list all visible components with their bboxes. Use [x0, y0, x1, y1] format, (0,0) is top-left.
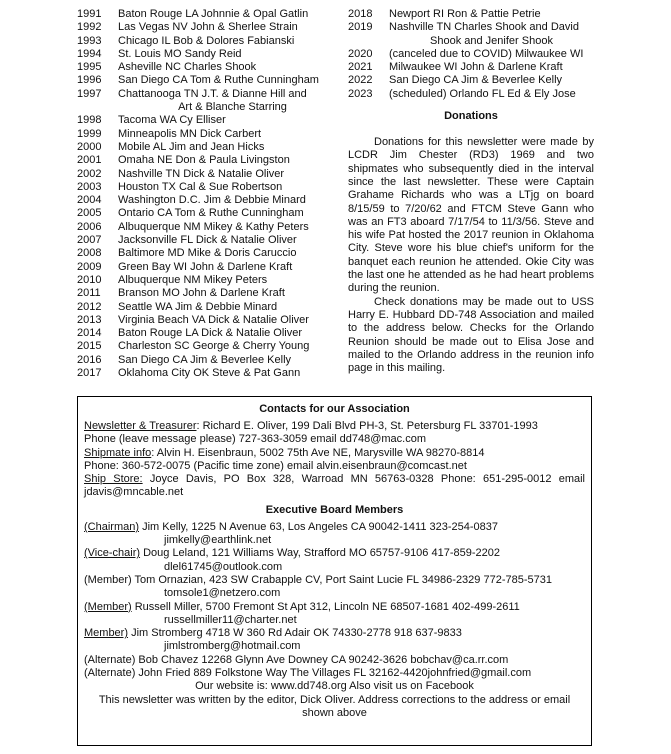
newsletter-treasurer-address: : Richard E. Oliver, 199 Dali Blvd PH-3, St. Petersburg FL 33701-1993 — [196, 420, 538, 432]
reunion-entry — [77, 48, 347, 61]
shipmate-info-address: : Alvin H. Eisenbraun, 5002 75th Ave NE, Marysville WA 98270-8814 — [151, 446, 485, 459]
board-member-email: jimlstromberg@hotmail.com — [164, 640, 301, 653]
board-member — [84, 521, 585, 534]
reunion-year: 2014 — [77, 327, 102, 340]
board-member-role: (Member) — [84, 573, 132, 586]
board-member-details: Doug Leland, 121 Williams Way, Strafford MO 65757-9106 417-859-2202 — [140, 547, 500, 560]
board-member-details: Russell Miller, 5700 Fremont St Apt 312, Lincoln NE 68507-1681 402-499-2611 — [131, 600, 520, 613]
board-member-details: Jim Kelly, 1225 N Avenue 63, Los Angeles CA 90042-1411 323-254-0837 — [139, 520, 498, 533]
reunion-entry — [77, 61, 347, 74]
donations-paragraph: Donations for this newsletter were made by LCDR Jim Chester (RD3) 1969 and two shipmates who subsequently died in the interval since the last newsletter. These were Captain Grahame Richards who was a LTjg on board 8/15/59 to 7/20/62 and FTCM Steve Gann who was an FT3 aboard 7/17/54 to 11/3/56. Steve and his wife Pat hosted the 2017 reunion in Oklahoma City. Steve wore his blue chief's uniform for the banquet each reunion he attended. Okie City was the last one he attended as he had heart problems during the reunion. — [348, 136, 594, 295]
reunion-location-hosts: Branson MO John & Darlene Kraft — [118, 287, 285, 300]
board-member — [84, 574, 585, 587]
shipmate-info-label: Shipmate info — [84, 446, 152, 459]
reunion-location-hosts: Charleston SC George & Cherry Young — [118, 340, 310, 353]
reunion-location-hosts: San Diego CA Jim & Beverlee Kelly — [389, 74, 563, 87]
check-donations-paragraph: Check donations may be made out to USS Harry E. Hubbard DD-748 Association and mailed to the address below. Checks for the Orlando Reunion should be made out to Elisa Jose and mailed to the Orlando address in the reunion info page in this mailing. — [348, 295, 594, 375]
reunion-location-hosts: Albuquerque NM Mikey Peters — [118, 273, 268, 286]
reunion-year: 2013 — [77, 313, 102, 326]
reunion-location-hosts: San Diego CA Tom & Ruthe Cunningham — [118, 74, 319, 87]
reunion-entry — [77, 354, 347, 367]
right-column — [348, 8, 594, 375]
reunion-location-hosts: Tacoma WA Cy Elliser — [118, 114, 226, 127]
reunion-entry — [77, 154, 347, 167]
reunion-entry — [77, 301, 347, 314]
board-member-email: tomsole1@netzero.com — [164, 587, 281, 600]
reunion-entry — [77, 261, 347, 274]
reunion-entry — [77, 367, 347, 380]
reunion-entry — [77, 287, 347, 300]
reunion-entry — [77, 274, 347, 287]
board-member-role: (Vice-chair) — [84, 547, 141, 560]
reunion-location-hosts: Nashville TN Dick & Natalie Oliver — [118, 167, 285, 180]
reunion-year: 2003 — [77, 180, 102, 193]
reunion-year: 1999 — [77, 127, 102, 140]
reunion-location-hosts: Green Bay WI John & Darlene Kraft — [118, 260, 293, 273]
board-member-email: dlel61745@outlook.com — [164, 560, 283, 573]
reunion-location-hosts: Houston TX Cal & Sue Robertson — [118, 180, 283, 193]
reunion-entry — [77, 340, 347, 353]
website-line: Our website is: www.dd748.org Also visit us on Facebook — [195, 680, 474, 693]
reunion-hosts-continued: Art & Blanche Starring — [178, 101, 287, 114]
reunion-year: 2007 — [77, 234, 102, 247]
reunion-year: 1996 — [77, 74, 102, 87]
reunion-year: 1998 — [77, 114, 102, 127]
reunion-year: 2000 — [77, 140, 102, 153]
reunion-entry — [77, 88, 347, 101]
contacts-heading: Contacts for our Association — [259, 403, 410, 415]
reunion-entry — [77, 327, 347, 340]
reunion-location-hosts: (canceled due to COVID) Milwaukee WI — [389, 47, 584, 60]
reunion-entry — [77, 168, 347, 181]
reunion-entry — [77, 314, 347, 327]
reunion-entry — [348, 48, 594, 61]
reunion-entry — [77, 8, 347, 21]
reunion-year: 1991 — [77, 8, 102, 20]
board-member-role: Member) — [84, 627, 129, 640]
ship-store-details: Joyce Davis, PO Box 328, Warroad MN 56763-0328 Phone: 651-295-0012 email jdavis@mncable.net — [84, 473, 585, 499]
reunion-entry — [77, 35, 347, 48]
board-member — [84, 601, 585, 614]
reunion-location-hosts: Chattanooga TN J.T. & Dianne Hill and — [118, 87, 307, 100]
reunion-year: 2016 — [77, 353, 102, 366]
reunion-location-hosts: Omaha NE Don & Paula Livingston — [118, 154, 290, 167]
board-member-email: russellmiller11@charter.net — [164, 613, 297, 626]
reunion-entry — [348, 88, 594, 101]
reunion-year: 2023 — [348, 87, 373, 100]
reunion-location-hosts: Baltimore MD Mike & Doris Caruccio — [118, 247, 297, 260]
reunion-year: 2012 — [77, 300, 102, 313]
alternate-member: (Alternate) John Fried 889 Folkstone Way The Villages FL 32162-4420johnfried@gmail.com — [84, 667, 532, 680]
newsletter-treasurer-contact — [84, 420, 585, 433]
reunion-location-hosts: Baton Rouge LA Dick & Natalie Oliver — [118, 327, 303, 340]
reunion-entry — [77, 128, 347, 141]
board-member-role: (Member) — [84, 600, 132, 613]
reunion-entry — [77, 207, 347, 220]
reunion-list-left — [77, 8, 347, 380]
reunion-location-hosts: Newport RI Ron & Pattie Petrie — [389, 8, 541, 20]
reunion-year: 2015 — [77, 340, 102, 353]
shipmate-phone-email: Phone: 360-572-0075 (Pacific time zone) email alvin.eisenbraun@comcast.net — [84, 459, 467, 472]
reunion-year: 2017 — [77, 367, 102, 380]
reunion-year: 2018 — [348, 8, 373, 20]
board-member-role: (Chairman) — [84, 520, 140, 533]
reunion-entry — [77, 181, 347, 194]
reunion-entry — [348, 61, 594, 74]
reunion-location-hosts: Baton Rouge LA Johnnie & Opal Gatlin — [118, 8, 309, 20]
board-member-details: Jim Stromberg 4718 W 360 Rd Adair OK 74330-2778 918 637-9833 — [128, 627, 462, 640]
reunion-year: 2022 — [348, 74, 373, 87]
reunion-year: 1993 — [77, 34, 102, 47]
reunion-year: 2019 — [348, 21, 373, 34]
reunion-year: 2010 — [77, 273, 102, 286]
reunion-location-hosts: Minneapolis MN Dick Carbert — [118, 127, 262, 140]
reunion-entry — [77, 114, 347, 127]
reunion-location-hosts: San Diego CA Jim & Beverlee Kelly — [118, 353, 292, 366]
reunion-year: 2020 — [348, 47, 373, 60]
reunion-entry — [77, 74, 347, 87]
shipmate-info-contact — [84, 447, 585, 460]
reunion-location-hosts: Seattle WA Jim & Debbie Minard — [118, 300, 278, 313]
reunion-entry — [77, 221, 347, 234]
board-member-details: Tom Ornazian, 423 SW Crabapple CV, Port Saint Lucie FL 34986-2329 772-785-5731 — [131, 573, 552, 586]
reunion-location-hosts: Milwaukee WI John & Darlene Kraft — [389, 61, 563, 74]
reunion-entry — [77, 194, 347, 207]
reunion-year: 1995 — [77, 61, 102, 74]
reunion-year: 1994 — [77, 47, 102, 60]
board-member — [84, 627, 585, 640]
reunion-entry — [348, 21, 594, 34]
board-members-list — [84, 521, 585, 654]
reunion-location-hosts: Nashville TN Charles Shook and David — [389, 21, 579, 34]
reunion-year: 2004 — [77, 194, 102, 207]
reunion-year: 1997 — [77, 87, 102, 100]
reunion-location-hosts: St. Louis MO Sandy Reid — [118, 47, 242, 60]
ship-store-contact — [84, 473, 585, 500]
reunion-location-hosts: Oklahoma City OK Steve & Pat Gann — [118, 367, 301, 380]
alternate-member: (Alternate) Bob Chavez 12268 Glynn Ave Downey CA 90242-3626 bobchav@ca.rr.com — [84, 653, 509, 666]
reunion-location-hosts: (scheduled) Orlando FL Ed & Ely Jose — [389, 87, 576, 100]
ship-store-label: Ship Store: — [84, 473, 143, 486]
editor-footer-line: This newsletter was written by the editor, Dick Oliver. Address corrections to the address or email — [98, 693, 571, 706]
donations-heading: Donations — [444, 110, 498, 123]
reunion-year: 1992 — [77, 21, 102, 34]
reunion-entry — [77, 21, 347, 34]
reunion-entry — [77, 141, 347, 154]
reunion-location-hosts: Mobile AL Jim and Jean Hicks — [118, 140, 265, 153]
reunion-entry — [77, 247, 347, 260]
reunion-location-hosts: Washington D.C. Jim & Debbie Minard — [118, 194, 306, 207]
reunion-location-hosts: Ontario CA Tom & Ruthe Cunningham — [118, 207, 304, 220]
reunion-list-right — [348, 8, 594, 101]
newsletter-phone-email: Phone (leave message please) 727-363-3059 email dd748@mac.com — [84, 433, 426, 446]
reunion-year: 2005 — [77, 207, 102, 220]
reunion-year: 2021 — [348, 61, 373, 74]
reunion-year: 2002 — [77, 167, 102, 180]
board-member-email: jimkelly@earthlink.net — [164, 534, 272, 547]
board-member — [84, 547, 585, 560]
reunion-location-hosts: Las Vegas NV John & Sherlee Strain — [118, 21, 298, 34]
reunion-location-hosts: Chicago IL Bob & Dolores Fabianski — [118, 34, 295, 47]
newsletter-treasurer-label: Newsletter & Treasurer — [84, 420, 197, 432]
reunion-location-hosts: Jacksonville FL Dick & Natalie Oliver — [118, 234, 297, 247]
editor-footer-line: shown above — [302, 706, 367, 719]
reunion-year: 2009 — [77, 260, 102, 273]
reunion-entry — [77, 234, 347, 247]
reunion-location-hosts: Albuquerque NM Mikey & Kathy Peters — [118, 220, 309, 233]
reunion-year: 2006 — [77, 220, 102, 233]
reunion-entry — [348, 74, 594, 87]
reunion-year: 2008 — [77, 247, 102, 260]
reunion-location-hosts: Asheville NC Charles Shook — [118, 61, 257, 74]
reunion-year: 2011 — [77, 287, 101, 300]
reunion-location-hosts: Virginia Beach VA Dick & Natalie Oliver — [118, 313, 309, 326]
contacts-box — [77, 396, 592, 746]
reunion-hosts-continued: Shook and Jenifer Shook — [430, 34, 553, 47]
executive-board-heading: Executive Board Members — [265, 503, 404, 516]
reunion-year: 2001 — [77, 154, 102, 167]
reunion-entry — [348, 8, 594, 21]
